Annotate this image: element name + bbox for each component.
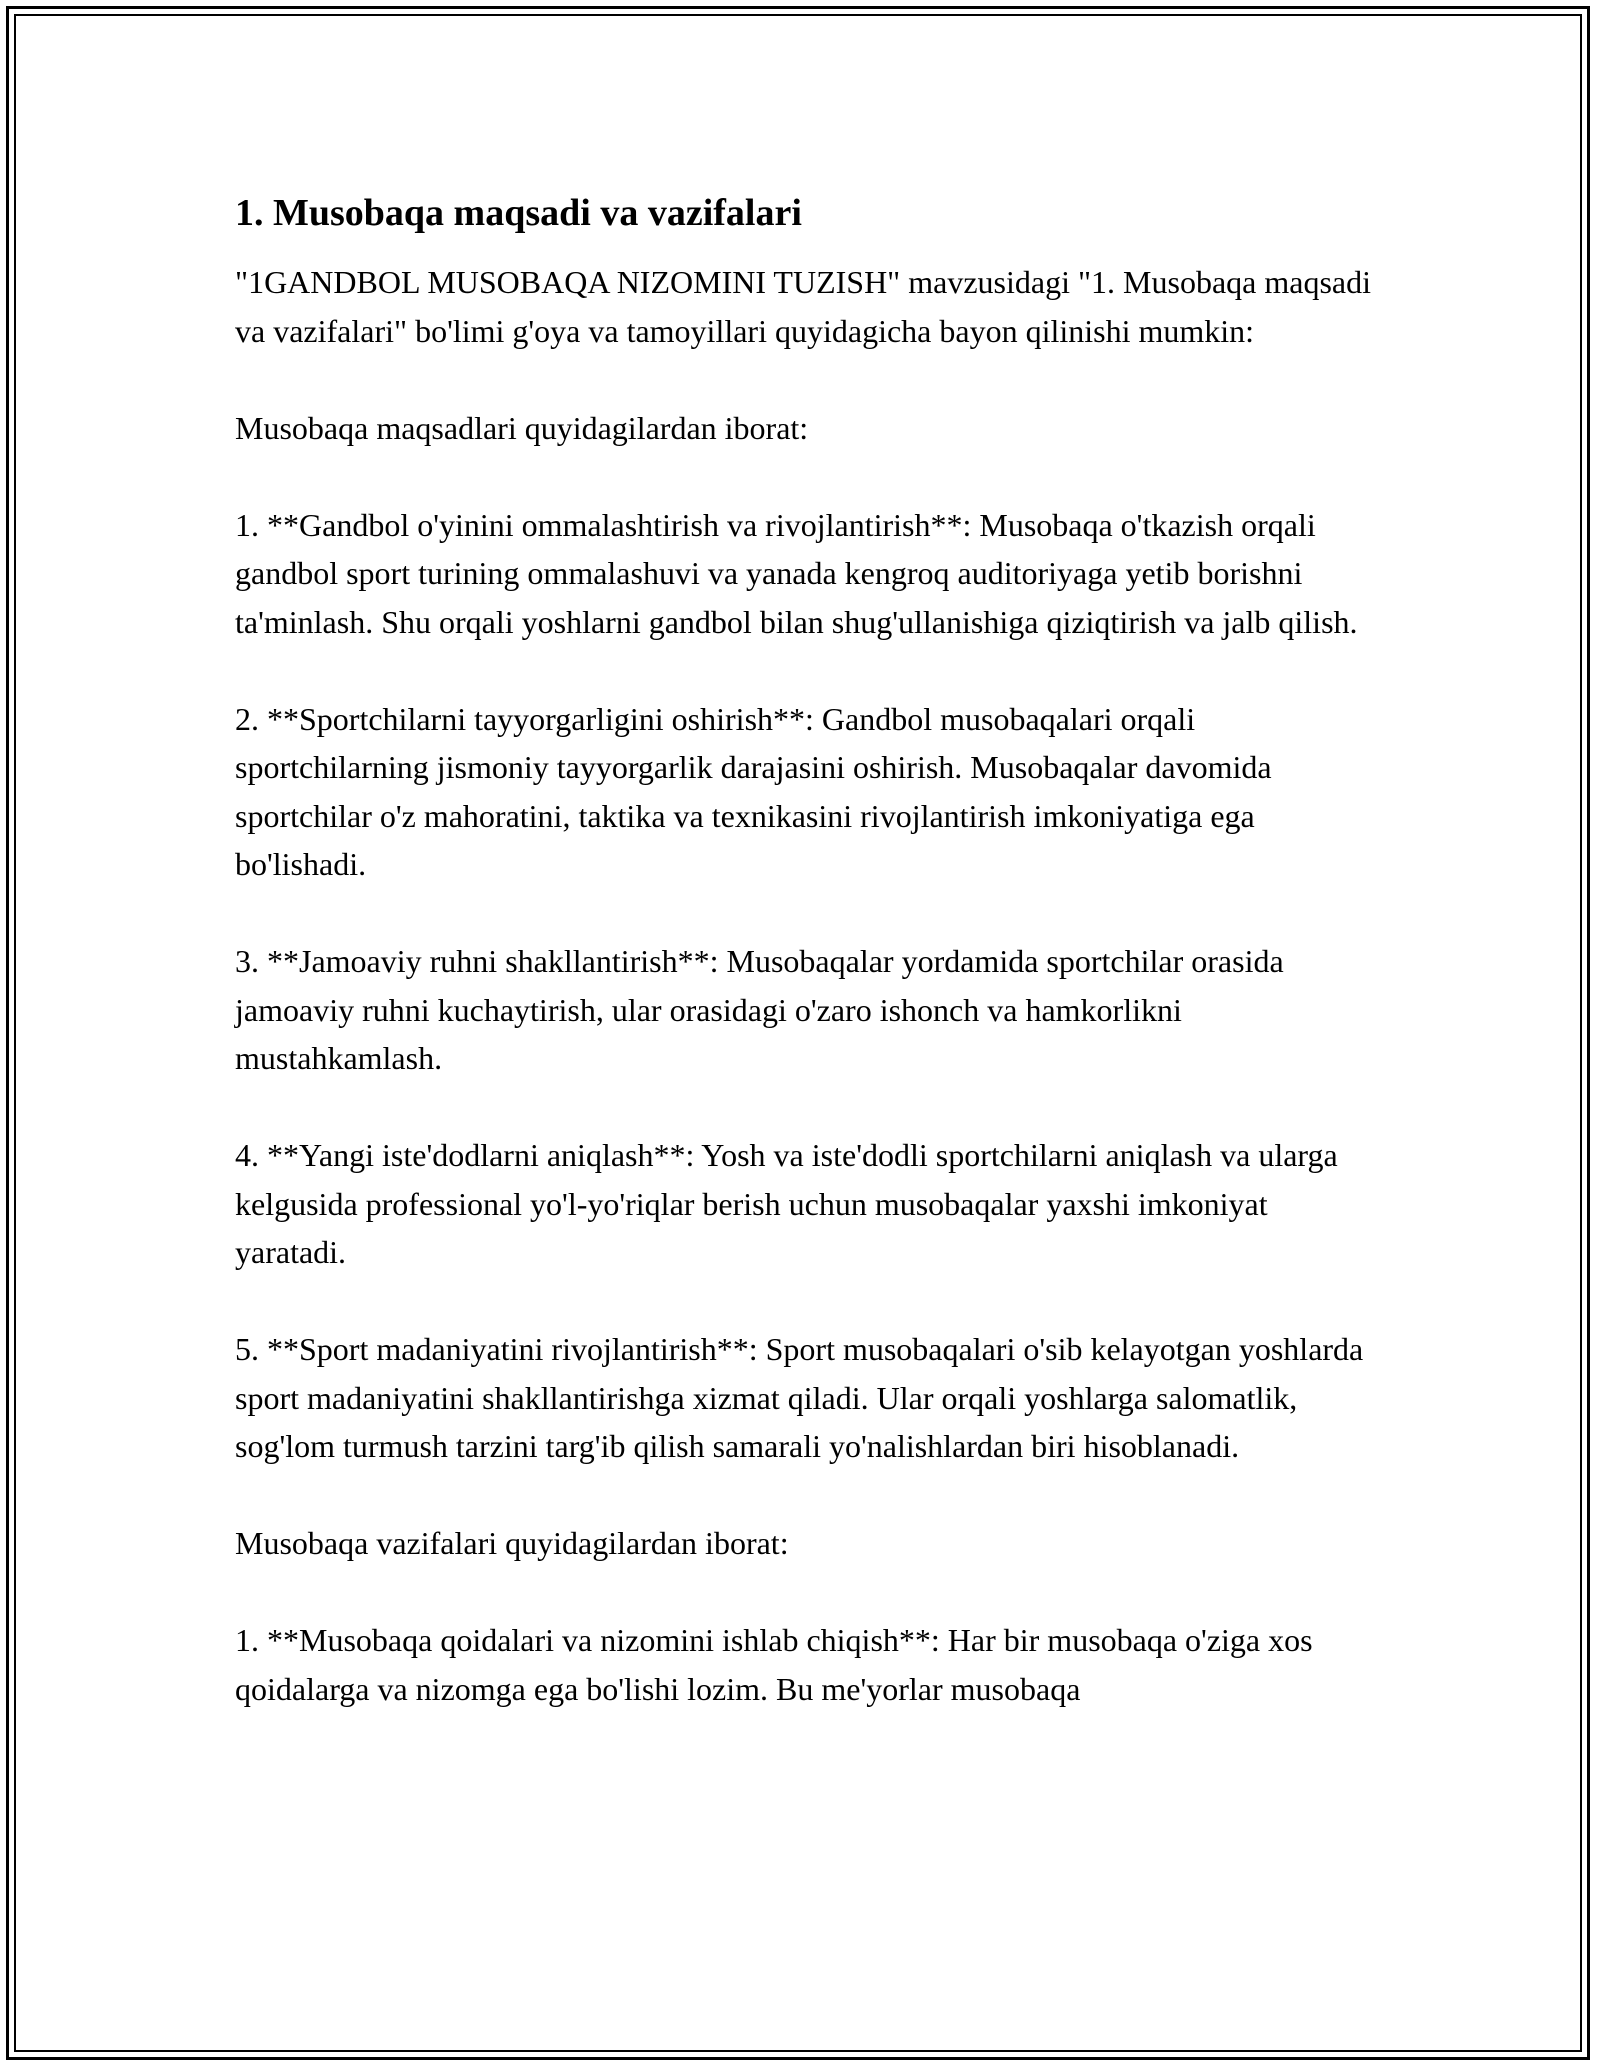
document-body xyxy=(235,188,1375,1713)
task-item-1: 1. **Musobaqa qoidalari va nizomini ishlab chiqish**: Har bir musobaqa o'ziga xos qoidalarga va nizomga ega bo'lishi lozim. Bu me'yorlar musobaqa xyxy=(235,1622,1313,1707)
intro-paragraph: "1GANDBOL MUSOBAQA NIZOMINI TUZISH" mavzusidagi "1. Musobaqa maqsadi va vazifalari" bo'limi g'oya va tamoyillari quyidagicha bayon qilinishi mumkin: xyxy=(235,264,1371,349)
goal-item-4: 4. **Yangi iste'dodlarni aniqlash**: Yosh va iste'dodli sportchilarni aniqlash va ularga kelgusida professional yo'l-yo'riqlar berish uchun musobaqalar yaxshi imkoniyat yaratadi. xyxy=(235,1137,1338,1270)
goal-item-2: 2. **Sportchilarni tayyorgarligini oshirish**: Gandbol musobaqalari orqali sportchilarning jismoniy tayyorgarlik darajasini oshirish. Musobaqalar davomida sportchilar o'z mahoratini, taktika va texnikasini rivojlantirish imkoniyatiga ega bo'lishadi. xyxy=(235,700,1272,882)
goal-item-5: 5. **Sport madaniyatini rivojlantirish**: Sport musobaqalari o'sib kelayotgan yoshlarda sport madaniyatini shakllantirishga xizmat qiladi. Ular orqali yoshlarga salomatlik, sog'lom turmush tarzini targ'ib qilish samarali yo'nalishlardan biri hisoblanadi. xyxy=(235,1331,1364,1464)
goal-item-1: 1. **Gandbol o'yinini ommalashtirish va rivojlantirish**: Musobaqa o'tkazish orqali gandbol sport turining ommalashuvi va yanada kengroq auditoriyaga yetib borishni ta'minlash. Shu orqali yoshlarni gandbol bilan shug'ullanishiga qiziqtirish va jalb qilish. xyxy=(235,506,1358,640)
section-title: 1. Musobaqa maqsadi va vazifalari xyxy=(235,192,802,234)
goals-heading-paragraph: Musobaqa maqsadlari quyidagilardan iborat: xyxy=(235,409,809,446)
goal-item-3: 3. **Jamoaviy ruhni shakllantirish**: Musobaqalar yordamida sportchilar orasida jamoaviy ruhni kuchaytirish, ular orasidagi o'zaro ishonch va hamkorlikni mustahkamlash. xyxy=(235,943,1284,1076)
tasks-heading-paragraph: Musobaqa vazifalari quyidagilardan iborat: xyxy=(235,1525,789,1561)
